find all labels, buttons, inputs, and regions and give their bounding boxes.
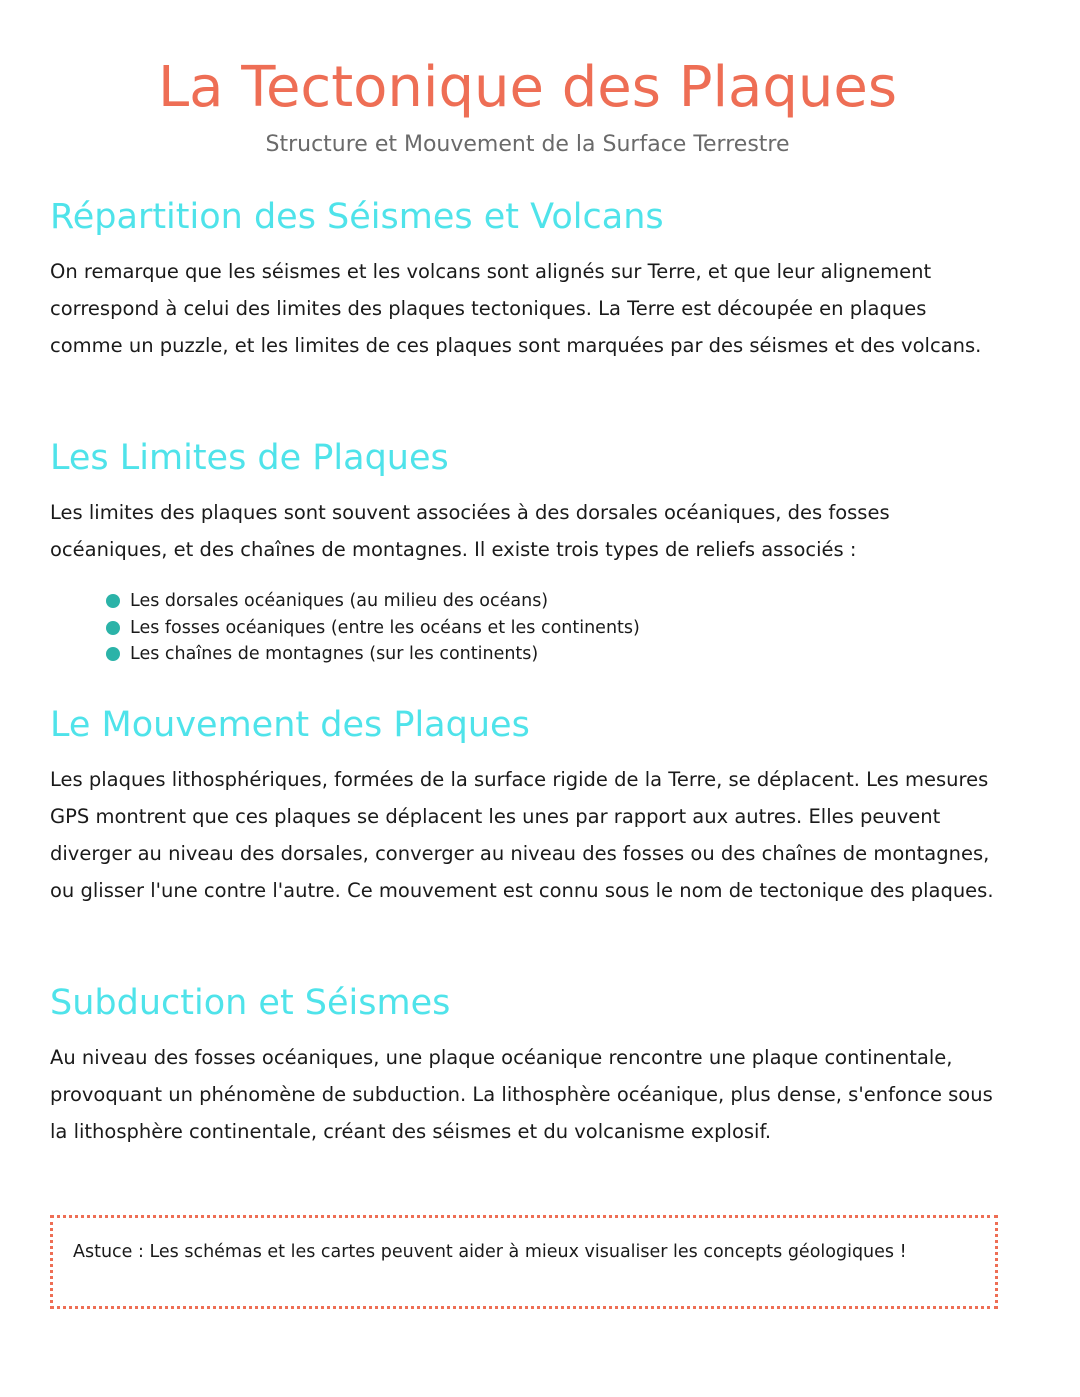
page-title: La Tectonique des Plaques: [157, 55, 898, 120]
section-heading-subduction: Subduction et Séismes: [50, 983, 451, 1023]
list-item-text: Les dorsales océaniques (au milieu des océans): [130, 591, 549, 611]
list-item: [106, 615, 640, 642]
bullet-dot-icon: [106, 621, 120, 635]
tip-text: Astuce : Les schémas et les cartes peuvent aider à mieux visualiser les concepts géologiques !: [73, 1242, 907, 1262]
section-paragraph-limites: Les limites des plaques sont souvent associées à des dorsales océaniques, des fosses océaniques, et des chaînes de montagnes. Il existe trois types de reliefs associés :: [50, 501, 890, 561]
section-heading-limites: Les Limites de Plaques: [50, 438, 449, 478]
list-item: [106, 588, 640, 615]
bullet-dot-icon: [106, 647, 120, 661]
tip-box: [50, 1215, 998, 1309]
section-paragraph-repartition: On remarque que les séismes et les volcans sont alignés sur Terre, et que leur alignement correspond à celui des limites des plaques tectoniques. La Terre est découpée en plaques comme un puzzle, et les limites de ces plaques sont marquées par des séismes et des volcans.: [50, 260, 982, 357]
section-paragraph-mouvement: Les plaques lithosphériques, formées de la surface rigide de la Terre, se déplacent. Les mesures GPS montrent que ces plaques se déplacent les unes par rapport aux autres. Elles peuvent diverger au niveau des dorsales, converger au niveau des fosses ou des chaînes de montagnes, ou glisser l'une contre l'autre. Ce mouvement est connu sous le nom de tectonique des plaques.: [50, 768, 994, 902]
bullet-dot-icon: [106, 594, 120, 608]
list-item: [106, 641, 640, 668]
section-heading-repartition: Répartition des Séismes et Volcans: [50, 197, 664, 237]
section-paragraph-subduction: Au niveau des fosses océaniques, une plaque océanique rencontre une plaque continentale, provoquant un phénomène de subduction. La lithosphère océanique, plus dense, s'enfonce sous la lithosphère continentale, créant des séismes et du volcanisme explosif.: [50, 1046, 993, 1143]
section-heading-mouvement: Le Mouvement des Plaques: [50, 705, 530, 745]
list-item-text: Les fosses océaniques (entre les océans et les continents): [130, 617, 640, 638]
relief-bullet-list: [106, 588, 640, 668]
list-item-text: Les chaînes de montagnes (sur les continents): [130, 644, 539, 664]
page-subtitle: Structure et Mouvement de la Surface Terrestre: [265, 132, 790, 157]
